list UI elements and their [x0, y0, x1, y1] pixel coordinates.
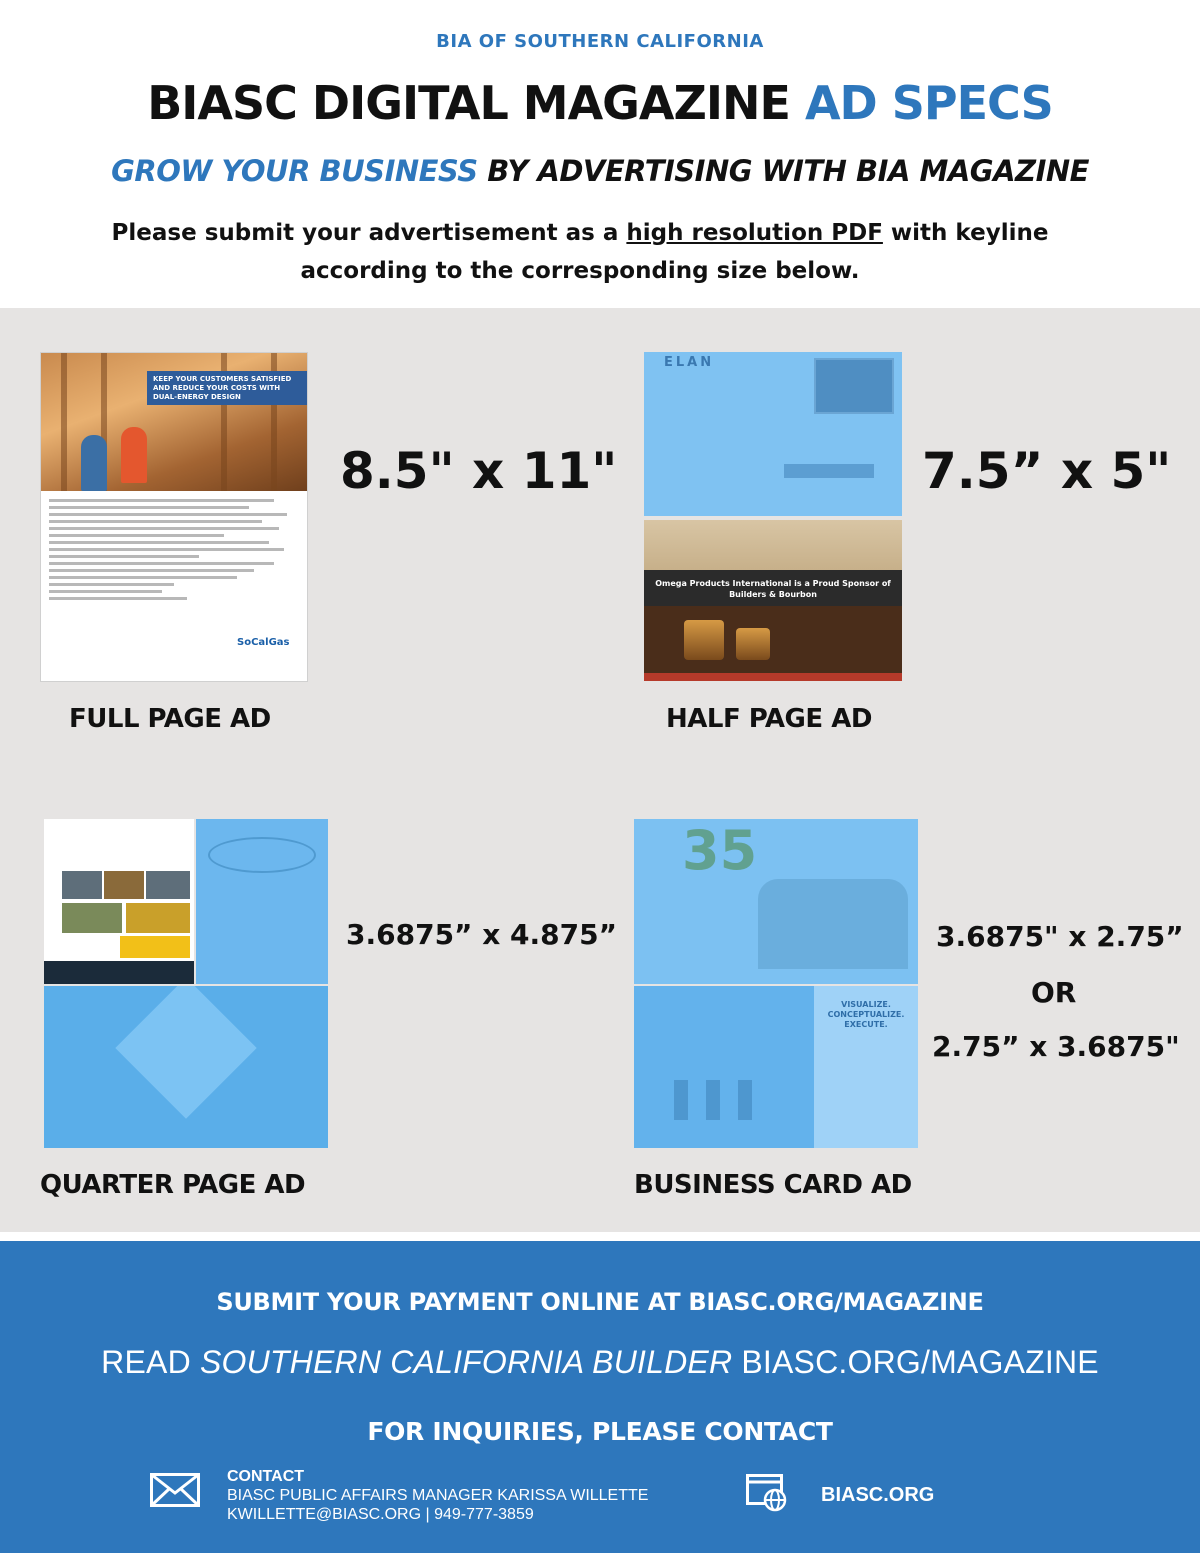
inquiries-heading: FOR INQUIRIES, PLEASE CONTACT: [367, 1417, 833, 1446]
read-magazine-title: SOUTHERN CALIFORNIA BUILDER: [199, 1344, 733, 1380]
business-card-or: OR: [1031, 976, 1077, 1009]
half-page-size: 7.5” x 5": [922, 442, 1172, 500]
contact-heading: CONTACT: [227, 1468, 305, 1485]
full-page-ad-thumbnail: [40, 352, 308, 682]
instructions-post: with keyline according to the corresponding size below.: [300, 220, 1049, 284]
web-icon: [746, 1474, 790, 1512]
read-magazine-text: [0, 1344, 1200, 1381]
quarter-page-size: 3.6875” x 4.875”: [346, 918, 617, 951]
contact-details[interactable]: KWILLETTE@BIASC.ORG | 949-777-3859: [227, 1506, 534, 1523]
contact-name: BIASC PUBLIC AFFAIRS MANAGER KARISSA WILLETTE: [227, 1487, 649, 1504]
ad-body-text: [49, 499, 299, 604]
read-magazine-url[interactable]: BIASC.ORG/MAGAZINE: [741, 1344, 1099, 1380]
subtitle-rest: BY ADVERTISING WITH BIA MAGAZINE: [487, 154, 1089, 188]
half-page-label: HALF PAGE AD: [666, 704, 872, 734]
half-ad-band-text: Omega Products International is a Proud Sponsor of Builders & Bourbon: [644, 570, 902, 606]
half-page-ad-thumbnail-bottom: [644, 520, 902, 681]
title-main: BIASC DIGITAL MAGAZINE: [147, 76, 790, 130]
business-card-ad-thumbnail-kitchen: [634, 986, 814, 1148]
business-card-ad-text: VISUALIZE. CONCEPTUALIZE. EXECUTE.: [827, 1000, 905, 1029]
elan-logo: ELAN: [664, 355, 715, 370]
business-card-ad-thumbnail-years: [634, 819, 918, 984]
quarter-ad-thumbnail-gothic: [44, 986, 328, 1148]
full-page-label: FULL PAGE AD: [69, 704, 271, 734]
instructions: [80, 214, 1080, 290]
full-page-size: 8.5" x 11": [340, 442, 618, 500]
title-accent: AD SPECS: [804, 76, 1053, 130]
page-subtitle: [0, 154, 1200, 188]
ad-banner-text: KEEP YOUR CUSTOMERS SATISFIED AND REDUCE YOUR COSTS WITH DUAL-ENERGY DESIGN: [147, 371, 308, 405]
half-page-ad-thumbnail-top: [644, 352, 902, 516]
website-link[interactable]: BIASC.ORG: [821, 1484, 935, 1506]
instructions-pre: Please submit your advertisement as a: [111, 220, 619, 246]
mail-icon: [150, 1473, 200, 1507]
header: [0, 0, 1200, 308]
socalgas-logo: SoCalGas: [237, 637, 290, 648]
page-title: [0, 76, 1200, 130]
quarter-ad-thumbnail-trinity: [196, 819, 328, 984]
subtitle-accent: GROW YOUR BUSINESS: [111, 154, 478, 188]
business-card-ad-thumbnail-interior: [814, 986, 918, 1148]
business-card-label: BUSINESS CARD AD: [634, 1170, 912, 1200]
contact-block: [227, 1468, 648, 1524]
quarter-ad-thumbnail-infrastructure: [44, 819, 194, 984]
business-card-size-2: 2.75” x 3.6875": [932, 1030, 1180, 1063]
quarter-page-label: QUARTER PAGE AD: [40, 1170, 306, 1200]
instructions-link: high resolution PDF: [626, 220, 883, 246]
org-name: BIA OF SOUTHERN CALIFORNIA: [436, 31, 764, 52]
years-number: 35: [682, 819, 758, 882]
ad-specs-area: [0, 308, 1200, 1232]
business-card-size-1: 3.6875" x 2.75”: [936, 920, 1184, 953]
payment-text: SUBMIT YOUR PAYMENT ONLINE AT BIASC.ORG/MAGAZINE: [216, 1288, 984, 1316]
read-pre: READ: [101, 1344, 191, 1380]
